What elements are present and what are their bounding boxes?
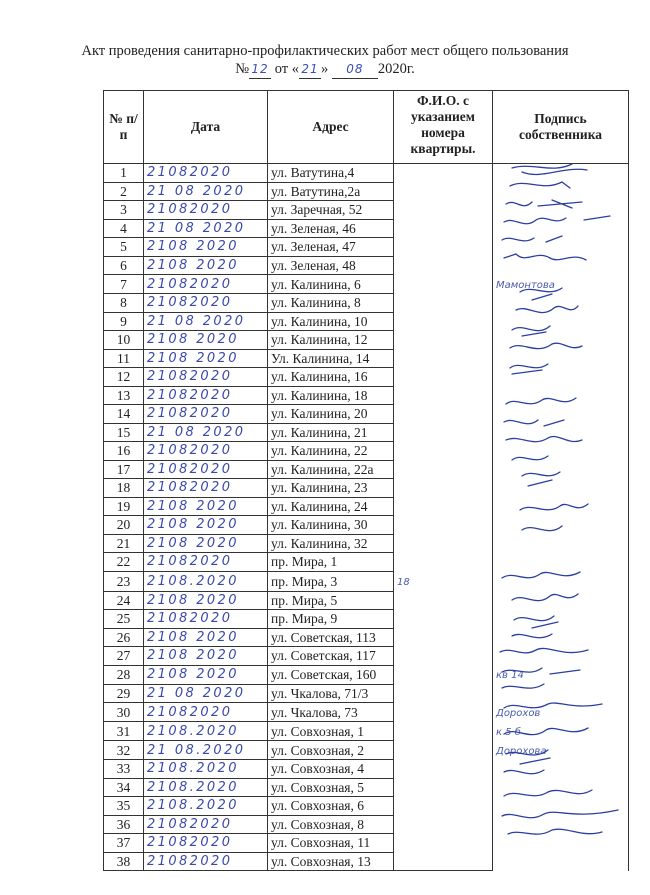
table-row (104, 182, 629, 201)
row-fio (394, 797, 493, 816)
title-line-2 (0, 60, 650, 79)
table-row (104, 405, 629, 424)
row-date: 2108 2020 (144, 349, 268, 368)
row-date: 2108 2020 (144, 534, 268, 553)
table-row (104, 460, 629, 479)
row-address: ул. Зеленая, 46 (268, 219, 394, 238)
row-number: 16 (104, 442, 144, 461)
row-fio (394, 331, 493, 350)
row-fio (394, 760, 493, 779)
table-row (104, 479, 629, 498)
row-date: 21082020 (144, 834, 268, 853)
row-fio (394, 164, 493, 183)
row-fio (394, 312, 493, 331)
row-number: 31 (104, 722, 144, 741)
row-fio (394, 610, 493, 629)
header-fio: Ф.И.О. с указанием номера квартиры. (394, 91, 493, 164)
row-number: 34 (104, 778, 144, 797)
row-date: 21082020 (144, 405, 268, 424)
row-number: 3 (104, 201, 144, 220)
row-address: ул. Чкалова, 73 (268, 703, 394, 722)
row-date: 2108.2020 (144, 571, 268, 591)
table-row (104, 553, 629, 572)
row-signature (493, 386, 629, 405)
row-date: 2108 2020 (144, 256, 268, 275)
row-address: ул. Чкалова, 71/3 (268, 684, 394, 703)
row-date: 21 08 2020 (144, 219, 268, 238)
table-row (104, 219, 629, 238)
header-num: № п/п (104, 91, 144, 164)
row-date: 21082020 (144, 442, 268, 461)
title-day: 21 (301, 62, 319, 76)
row-address: пр. Мира, 3 (268, 571, 394, 591)
row-number: 6 (104, 256, 144, 275)
row-address: ул. Совхозная, 2 (268, 741, 394, 760)
row-address: ул. Калинина, 22 (268, 442, 394, 461)
table-row (104, 275, 629, 294)
row-fio (394, 349, 493, 368)
row-signature (493, 182, 629, 201)
row-signature (493, 834, 629, 853)
row-signature (493, 497, 629, 516)
table-row (104, 368, 629, 387)
row-fio (394, 442, 493, 461)
table-row (104, 852, 629, 871)
row-fio (394, 460, 493, 479)
row-address: ул. Совхозная, 13 (268, 852, 394, 871)
table-row (104, 778, 629, 797)
row-signature (493, 164, 629, 183)
fio-handwritten-note: 18 (397, 576, 410, 588)
row-address: ул. Ватутина,2а (268, 182, 394, 201)
row-fio (394, 534, 493, 553)
table-row (104, 760, 629, 779)
row-number: 1 (104, 164, 144, 183)
table-row (104, 442, 629, 461)
row-signature (493, 703, 629, 722)
table-body (104, 164, 629, 871)
row-fio (394, 182, 493, 201)
table-row (104, 628, 629, 647)
row-signature (493, 553, 629, 572)
row-signature (493, 797, 629, 816)
row-address: ул. Совхозная, 5 (268, 778, 394, 797)
row-number: 12 (104, 368, 144, 387)
row-number: 29 (104, 684, 144, 703)
row-address: ул. Калинина, 24 (268, 497, 394, 516)
row-signature (493, 815, 629, 834)
row-signature (493, 516, 629, 535)
row-fio (394, 256, 493, 275)
signature-text: кв 14 (496, 670, 524, 681)
row-fio (394, 571, 493, 591)
row-date: 21 08 2020 (144, 312, 268, 331)
header-date: Дата (144, 91, 268, 164)
row-number: 22 (104, 553, 144, 572)
row-date: 2108 2020 (144, 647, 268, 666)
row-date: 2108 2020 (144, 497, 268, 516)
row-address: ул. Калинина, 22а (268, 460, 394, 479)
row-date: 2108.2020 (144, 797, 268, 816)
row-address: ул. Калинина, 18 (268, 386, 394, 405)
table-row (104, 797, 629, 816)
table-row (104, 312, 629, 331)
row-number: 25 (104, 610, 144, 629)
table-row (104, 516, 629, 535)
row-signature (493, 256, 629, 275)
table-row (104, 684, 629, 703)
row-signature (493, 591, 629, 610)
table-row (104, 256, 629, 275)
row-number: 9 (104, 312, 144, 331)
signature-text: Мамонтова (496, 279, 555, 291)
row-date: 21082020 (144, 201, 268, 220)
table-row (104, 331, 629, 350)
row-signature (493, 665, 629, 684)
row-address: ул. Калинина, 30 (268, 516, 394, 535)
row-number: 28 (104, 665, 144, 684)
row-date: 21082020 (144, 294, 268, 313)
row-fio (394, 423, 493, 442)
row-date: 2108 2020 (144, 591, 268, 610)
row-fio (394, 497, 493, 516)
row-number: 23 (104, 571, 144, 591)
table-header-row (104, 91, 629, 164)
row-number: 5 (104, 238, 144, 257)
row-signature (493, 628, 629, 647)
row-signature (493, 331, 629, 350)
row-number: 14 (104, 405, 144, 424)
row-address: ул. Калинина, 12 (268, 331, 394, 350)
row-address: ул. Зеленая, 48 (268, 256, 394, 275)
table-row (104, 238, 629, 257)
row-date: 21 08 2020 (144, 423, 268, 442)
table-row (104, 665, 629, 684)
header-signature: Подпись собственника (493, 91, 629, 164)
row-number: 2 (104, 182, 144, 201)
row-number: 10 (104, 331, 144, 350)
signature-text: Дорохов (496, 707, 541, 719)
row-address: ул. Совхозная, 11 (268, 834, 394, 853)
row-address: ул. Советская, 117 (268, 647, 394, 666)
row-date: 21082020 (144, 164, 268, 183)
row-fio (394, 722, 493, 741)
row-signature (493, 201, 629, 220)
row-address: ул. Калинина, 32 (268, 534, 394, 553)
row-fio (394, 275, 493, 294)
row-number: 8 (104, 294, 144, 313)
row-date: 21082020 (144, 852, 268, 871)
row-number: 15 (104, 423, 144, 442)
row-signature (493, 238, 629, 257)
row-signature (493, 294, 629, 313)
table-row (104, 423, 629, 442)
row-address: ул. Совхозная, 4 (268, 760, 394, 779)
row-address: ул. Калинина, 21 (268, 423, 394, 442)
document-title (0, 42, 650, 79)
row-signature (493, 442, 629, 461)
row-address: ул. Калинина, 20 (268, 405, 394, 424)
row-signature (493, 741, 629, 760)
table-row (104, 591, 629, 610)
row-signature (493, 852, 629, 871)
row-signature (493, 312, 629, 331)
row-address: ул. Советская, 113 (268, 628, 394, 647)
row-date: 2108.2020 (144, 722, 268, 741)
row-address: ул. Калинина, 10 (268, 312, 394, 331)
row-signature (493, 778, 629, 797)
row-date: 2108.2020 (144, 760, 268, 779)
row-fio (394, 219, 493, 238)
row-number: 17 (104, 460, 144, 479)
title-year: 2020г. (377, 61, 415, 77)
table-row (104, 201, 629, 220)
row-address: пр. Мира, 9 (268, 610, 394, 629)
title-line-1: Акт проведения санитарно-профилактических работ мест общего пользования (81, 43, 569, 59)
row-fio (394, 703, 493, 722)
table-row (104, 386, 629, 405)
row-address: ул. Калинина, 8 (268, 294, 394, 313)
row-signature (493, 534, 629, 553)
row-number: 37 (104, 834, 144, 853)
table-row (104, 703, 629, 722)
row-fio (394, 778, 493, 797)
row-signature (493, 479, 629, 498)
row-fio (394, 553, 493, 572)
table-row (104, 834, 629, 853)
row-address: ул. Совхозная, 6 (268, 797, 394, 816)
row-number: 7 (104, 275, 144, 294)
row-number: 26 (104, 628, 144, 647)
table-row (104, 349, 629, 368)
row-fio (394, 294, 493, 313)
row-date: 2108.2020 (144, 778, 268, 797)
row-signature (493, 460, 629, 479)
row-signature (493, 647, 629, 666)
title-number: 12 (251, 62, 269, 76)
row-number: 32 (104, 741, 144, 760)
row-fio (394, 628, 493, 647)
row-signature (493, 610, 629, 629)
row-date: 21082020 (144, 703, 268, 722)
row-fio (394, 405, 493, 424)
row-signature (493, 219, 629, 238)
row-address: Ул. Калинина, 14 (268, 349, 394, 368)
table-row (104, 164, 629, 183)
header-address: Адрес (268, 91, 394, 164)
row-date: 2108 2020 (144, 665, 268, 684)
row-number: 20 (104, 516, 144, 535)
table-row (104, 647, 629, 666)
row-address: ул. Советская, 160 (268, 665, 394, 684)
row-address: ул. Зеленая, 47 (268, 238, 394, 257)
title-from: от « (274, 61, 299, 77)
row-number: 4 (104, 219, 144, 238)
table-row (104, 610, 629, 629)
row-fio (394, 516, 493, 535)
row-fio (394, 815, 493, 834)
row-fio (394, 647, 493, 666)
signature-text: к 5 б (496, 726, 521, 738)
row-signature (493, 423, 629, 442)
row-number: 35 (104, 797, 144, 816)
table-row (104, 741, 629, 760)
row-number: 24 (104, 591, 144, 610)
row-date: 21082020 (144, 610, 268, 629)
row-fio (394, 834, 493, 853)
row-date: 21 08.2020 (144, 741, 268, 760)
row-fio (394, 386, 493, 405)
row-date: 21 08 2020 (144, 182, 268, 201)
row-address: ул. Заречная, 52 (268, 201, 394, 220)
row-signature (493, 684, 629, 703)
row-address: ул. Калинина, 16 (268, 368, 394, 387)
table-row (104, 497, 629, 516)
row-number: 18 (104, 479, 144, 498)
row-date: 21 08 2020 (144, 684, 268, 703)
act-table (103, 90, 629, 871)
row-fio (394, 591, 493, 610)
row-date: 21082020 (144, 368, 268, 387)
table-row (104, 571, 629, 591)
row-number: 11 (104, 349, 144, 368)
row-address: ул. Ватутина,4 (268, 164, 394, 183)
row-number: 36 (104, 815, 144, 834)
row-signature (493, 760, 629, 779)
row-fio (394, 479, 493, 498)
row-date: 2108 2020 (144, 238, 268, 257)
row-address: пр. Мира, 5 (268, 591, 394, 610)
row-date: 2108 2020 (144, 516, 268, 535)
row-number: 13 (104, 386, 144, 405)
row-date: 21082020 (144, 460, 268, 479)
row-address: ул. Калинина, 6 (268, 275, 394, 294)
row-date: 21082020 (144, 815, 268, 834)
row-date: 21082020 (144, 275, 268, 294)
title-number-prefix: № (235, 61, 250, 77)
row-number: 30 (104, 703, 144, 722)
row-fio (394, 852, 493, 871)
row-fio (394, 201, 493, 220)
row-number: 21 (104, 534, 144, 553)
row-fio (394, 665, 493, 684)
table-row (104, 815, 629, 834)
row-fio (394, 741, 493, 760)
signature-text: Дорохова (496, 745, 547, 757)
row-signature (493, 349, 629, 368)
row-signature (493, 368, 629, 387)
row-date: 21082020 (144, 386, 268, 405)
row-fio (394, 684, 493, 703)
row-address: ул. Совхозная, 8 (268, 815, 394, 834)
title-close-quote: » (320, 61, 329, 77)
row-date: 2108 2020 (144, 331, 268, 350)
row-number: 38 (104, 852, 144, 871)
row-date: 2108 2020 (144, 628, 268, 647)
table-row (104, 294, 629, 313)
row-address: ул. Совхозная, 1 (268, 722, 394, 741)
table-row (104, 722, 629, 741)
row-number: 27 (104, 647, 144, 666)
row-date: 21082020 (144, 553, 268, 572)
row-signature (493, 405, 629, 424)
row-date: 21082020 (144, 479, 268, 498)
table-row (104, 534, 629, 553)
row-number: 33 (104, 760, 144, 779)
row-number: 19 (104, 497, 144, 516)
title-month: 08 (346, 62, 364, 76)
row-signature (493, 571, 629, 591)
row-fio (394, 368, 493, 387)
row-fio (394, 238, 493, 257)
row-signature (493, 722, 629, 741)
row-address: ул. Калинина, 23 (268, 479, 394, 498)
row-signature (493, 275, 629, 294)
row-address: пр. Мира, 1 (268, 553, 394, 572)
